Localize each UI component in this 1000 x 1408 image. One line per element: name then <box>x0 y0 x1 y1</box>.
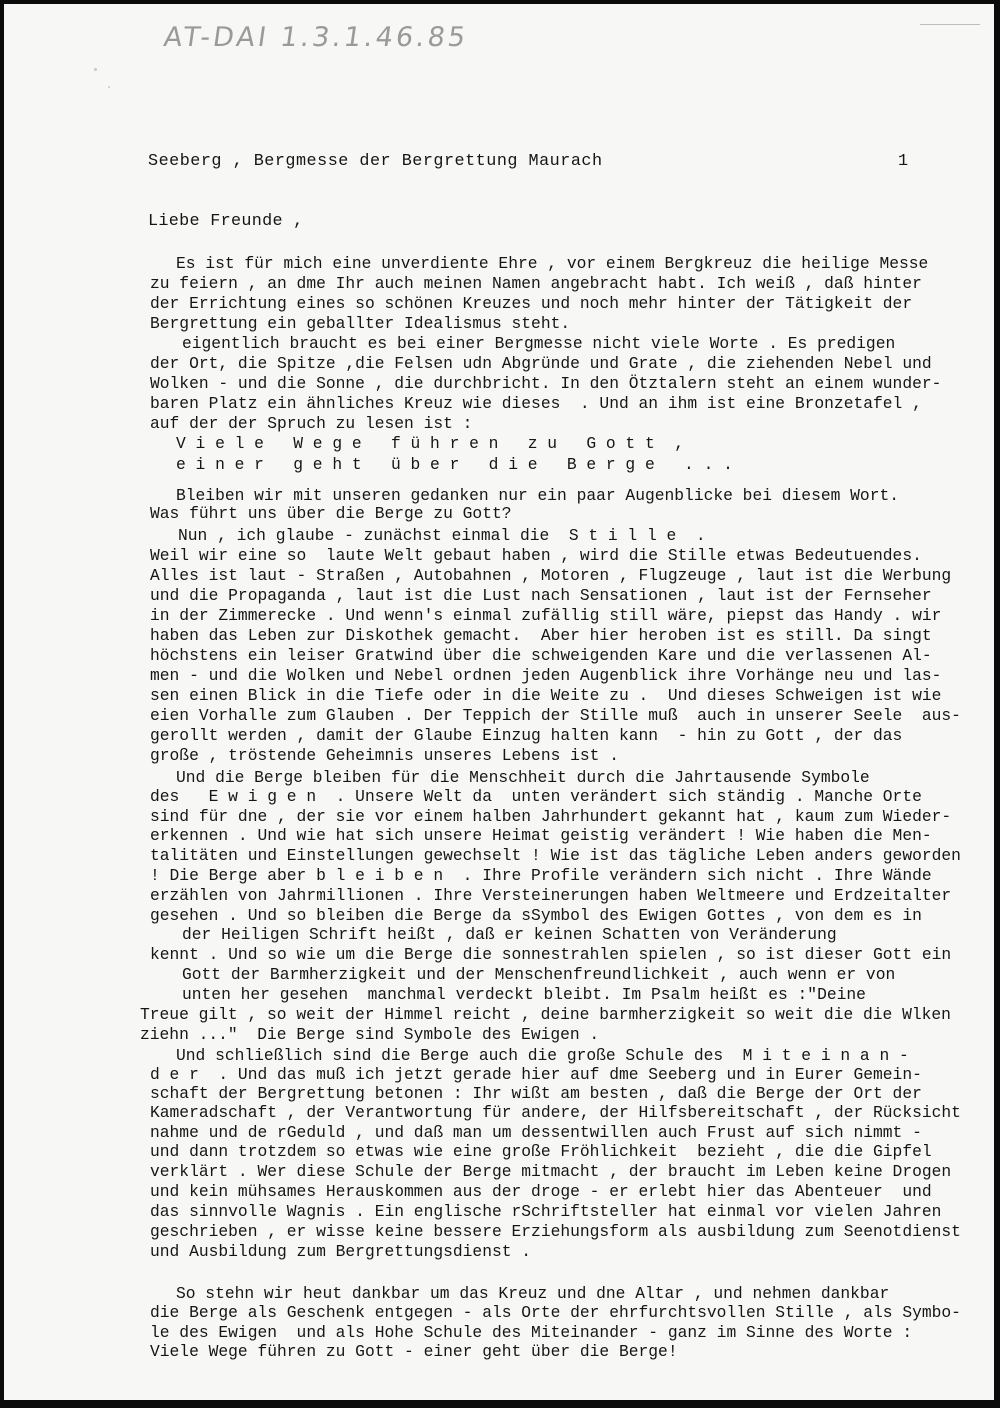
text-line: verklärt . Wer diese Schule der Berge mitmacht , der braucht im Leben keine Drogen <box>150 1162 952 1181</box>
text-line: große , tröstende Geheimnis unseres Lebens ist . <box>150 746 619 765</box>
salutation: Liebe Freunde , <box>148 212 304 231</box>
text-line: sen einen Blick in die Tiefe oder in die Weite zu . Und dieses Schweigen ist wie <box>150 686 942 705</box>
text-line: der Heiligen Schrift heißt , daß er keinen Schatten von Veränderung <box>182 925 837 944</box>
page-number: 1 <box>898 152 909 171</box>
paper-speck <box>94 68 97 71</box>
text-line: Bergrettung ein geballter Idealismus steht. <box>150 314 571 333</box>
text-line: Viele Wege führen zu Gott - einer geht über die Berge! <box>150 1342 678 1361</box>
text-line: So stehn wir heut dankbar um das Kreuz und dne Altar , und nehmen dankbar <box>176 1284 890 1303</box>
text-line: in der Zimmerecke . Und wenn's einmal zufällig still wäre, piepst das Handy . wir <box>150 606 942 625</box>
text-line: nahme und de rGeduld , und daß man um dessentwillen auch Frust auf sich nimmt - <box>150 1123 922 1142</box>
text-line: men - und die Wolken und Nebel ordnen jeden Augenblick ihre Vorhänge neu und las- <box>150 666 942 685</box>
text-line: Nun , ich glaube - zunächst einmal die S t i l l e . <box>178 526 706 545</box>
text-line: e i n e r g e h t ü b e r d i e B e r g e . . . <box>176 455 733 474</box>
text-line: erzählen von Jahrmillionen . Ihre Versteinerungen haben Weltmeere und Erdzeitalter <box>150 886 952 905</box>
text-line: Kameradschaft , der Verantwortung für andere, der Hilfsbereitschaft , der Rücksicht <box>150 1103 961 1122</box>
text-line: gerollt werden , damit der Glaube Einzug halten kann - hin zu Gott , der das <box>150 726 903 745</box>
text-line: Wolken - und die Sonne , die durchbricht. In den Ötztalern steht an einem wunder- <box>150 374 942 393</box>
text-line: gesehen . Und so bleiben die Berge da sSymbol des Ewigen Gottes , von dem es in <box>150 906 922 925</box>
text-line: kennt . Und so wie um die Berge die sonnestrahlen spielen , so ist dieser Gott ein <box>150 945 952 964</box>
corner-mark <box>920 24 980 25</box>
text-line: eigentlich braucht es bei einer Bergmesse nicht viele Worte . Es predigen <box>182 334 896 353</box>
text-line: Weil wir eine so laute Welt gebaut haben , wird die Stille etwas Bedeutuendes. <box>150 546 922 565</box>
text-line: und kein mühsames Herauskommen aus der droge - er erlebt hier das Abenteuer und <box>150 1182 932 1201</box>
text-line: höchstens ein leiser Gratwind über die schweigenden Kare und die verlassenen Al- <box>150 646 932 665</box>
text-line: Und schließlich sind die Berge auch die große Schule des M i t e i n a n - <box>176 1046 909 1065</box>
text-line: eien Vorhalle zum Glauben . Der Teppich der Stille muß auch in unserer Seele aus- <box>150 706 961 725</box>
text-line: der Errichtung eines so schönen Kreuzes und noch mehr hinter der Tätigkeit der <box>150 294 913 313</box>
text-line: V i e l e W e g e f ü h r e n z u G o t t , <box>176 434 685 453</box>
text-line: geschrieben , er wisse keine bessere Erziehungsform als ausbildung zum Seenotdienst <box>150 1222 961 1241</box>
text-line: Gott der Barmherzigkeit und der Menschenfreundlichkeit , auch wenn er von <box>182 965 896 984</box>
text-line: haben das Leben zur Diskothek gemacht. Aber hier heroben ist es still. Da singt <box>150 626 932 645</box>
text-line: d e r . Und das muß ich jetzt gerade hier auf dme Seeberg und in Eurer Gemein- <box>150 1065 922 1084</box>
document-title: Seeberg , Bergmesse der Bergrettung Maurach <box>148 152 603 171</box>
text-line: der Ort, die Spitze ,die Felsen udn Abgründe und Grate , die ziehenden Nebel und <box>150 354 932 373</box>
text-line: ! Die Berge aber b l e i b e n . Ihre Profile verändern sich nicht . Ihre Wände <box>150 866 932 885</box>
text-line: Was führt uns über die Berge zu Gott? <box>150 504 512 523</box>
text-line: talitäten und Einstellungen gewechselt ! Wie ist das tägliche Leben anders geworden <box>150 846 961 865</box>
text-line: le des Ewigen und als Hohe Schule des Miteinander - ganz im Sinne des Worte : <box>150 1323 913 1342</box>
text-line: baren Platz ein ähnliches Kreuz wie dieses . Und an ihm ist eine Bronzetafel , <box>150 394 922 413</box>
document-page <box>4 4 994 1400</box>
text-line: schaft der Bergrettung betonen : Ihr wißt am besten , daß die Berge der Ort der <box>150 1084 922 1103</box>
paper-speck <box>108 86 110 88</box>
text-line: Es ist für mich eine unverdiente Ehre , vor einem Bergkreuz die heilige Messe <box>176 254 929 273</box>
text-line: auf der der Spruch zu lesen ist : <box>150 414 473 433</box>
text-line: und dann trotzdem so etwas wie eine große Fröhlichkeit bezieht , die die Gipfel <box>150 1142 932 1161</box>
text-line: Treue gilt , so weit der Himmel reicht , deine barmherzigkeit so weit die die Wlken <box>140 1005 951 1024</box>
text-line: Bleiben wir mit unseren gedanken nur ein paar Augenblicke bei diesem Wort. <box>176 486 900 505</box>
text-line: Alles ist laut - Straßen , Autobahnen , Motoren , Flugzeuge , laut ist die Werbung <box>150 566 952 585</box>
text-line: ziehn ..." Die Berge sind Symbole des Ewigen . <box>140 1025 600 1044</box>
text-line: das sinnvolle Wagnis . Ein englische rSchriftsteller hat einmal vor vielen Jahren <box>150 1202 942 1221</box>
text-line: sind für dne , der sie vor einem halben Jahrhundert gekannt hat , kaum zum Wieder- <box>150 807 952 826</box>
text-line: erkennen . Und wie hat sich unsere Heimat geistig verändert ! Wie haben die Men- <box>150 826 932 845</box>
text-line: und die Propaganda , laut ist die Lust nach Sensationen , laut ist der Fernseher <box>150 586 932 605</box>
archive-reference-handwritten: AT-DAI 1.3.1.46.85 <box>161 22 471 53</box>
text-line: des E w i g e n . Unsere Welt da unten verändert sich ständig . Manche Orte <box>150 787 922 806</box>
text-line: die Berge als Geschenk entgegen - als Orte der ehrfurchtsvollen Stille , als Symbo- <box>150 1303 961 1322</box>
text-line: unten her gesehen manchmal verdeckt bleibt. Im Psalm heißt es :"Deine <box>182 985 866 1004</box>
text-line: zu feiern , an dme Ihr auch meinen Namen angebracht habt. Ich weiß , daß hinter <box>150 274 922 293</box>
text-line: Und die Berge bleiben für die Menschheit durch die Jahrtausende Symbole <box>176 768 870 787</box>
text-line: und Ausbildung zum Bergrettungsdienst . <box>150 1242 532 1261</box>
